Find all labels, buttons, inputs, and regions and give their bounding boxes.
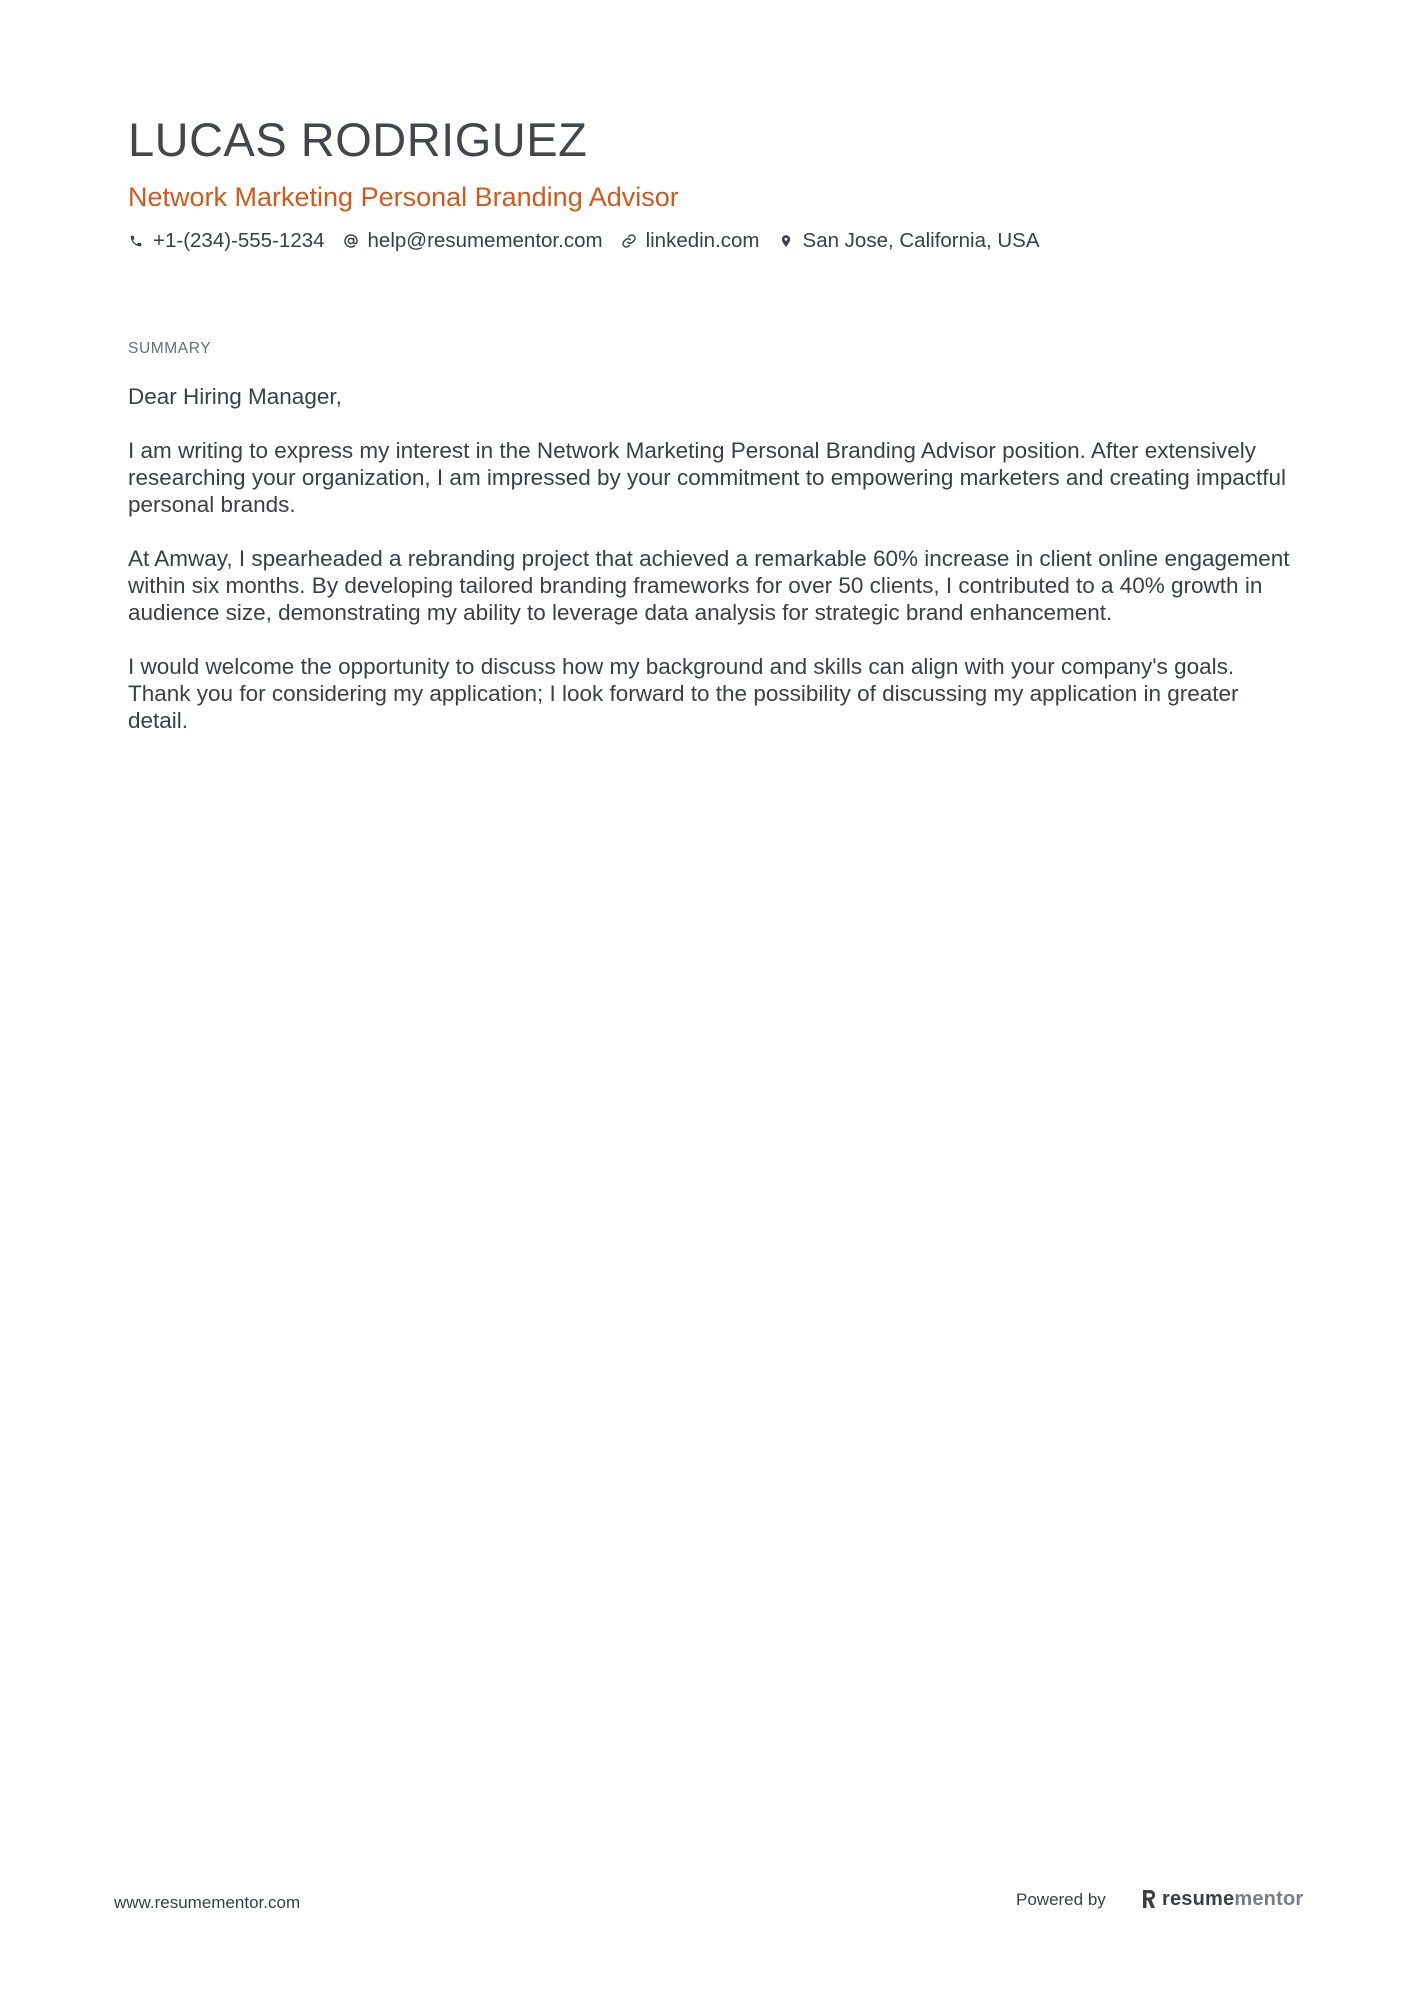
contact-email[interactable] — [343, 229, 603, 253]
letter-paragraph-experience: At Amway, I spearheaded a rebranding project that achieved a remarkable 60% increase in client online engagement within six months. By developing tailored branding frameworks for over 50 clients, I contributed to a 40% growth in audience size, demonstrating my ability to leverage data analysis for strategic brand enhancement. — [128, 546, 1290, 625]
brand-word-resume: resume — [1162, 1887, 1235, 1910]
contact-bar — [128, 226, 1058, 256]
phone-icon — [128, 233, 144, 249]
contact-linkedin-text: linkedin.com — [645, 229, 760, 252]
salutation: Dear Hiring Manager, — [128, 384, 342, 409]
contact-email-text: help@resumementor.com — [367, 229, 603, 252]
footer-website-link[interactable]: www.resumementor.com — [114, 1893, 301, 1912]
link-icon — [621, 233, 637, 249]
location-pin-icon — [778, 233, 794, 249]
contact-phone-text: +1-(234)-555-1234 — [153, 229, 325, 252]
contact-linkedin[interactable] — [621, 229, 760, 253]
summary-heading: SUMMARY — [128, 340, 212, 357]
letter-paragraph-intro: I am writing to express my interest in the Network Marketing Personal Branding Advisor position. After extensively researching your organization, I am impressed by your commitment to empowering marketers and creating impactful personal brands. — [128, 438, 1287, 517]
powered-by-label: Powered by — [1016, 1890, 1106, 1909]
candidate-name: LUCAS RODRIGUEZ — [128, 113, 588, 166]
resumementor-logo[interactable] — [1140, 1884, 1303, 1914]
letter-paragraph-closing: I would welcome the opportunity to discuss how my background and skills can align with your company's goals. Thank you for considering my application; I look forward to the possibility of discussing my application in greater detail. — [128, 654, 1239, 733]
brand-word-mentor: mentor — [1234, 1887, 1304, 1910]
contact-location — [778, 229, 1040, 253]
contact-location-text: San Jose, California, USA — [802, 229, 1040, 252]
candidate-role: Network Marketing Personal Branding Advisor — [128, 182, 679, 212]
contact-phone — [128, 229, 325, 253]
cover-letter-body — [128, 383, 1298, 761]
resumementor-logo-icon — [1140, 1888, 1158, 1910]
at-icon — [343, 233, 359, 249]
